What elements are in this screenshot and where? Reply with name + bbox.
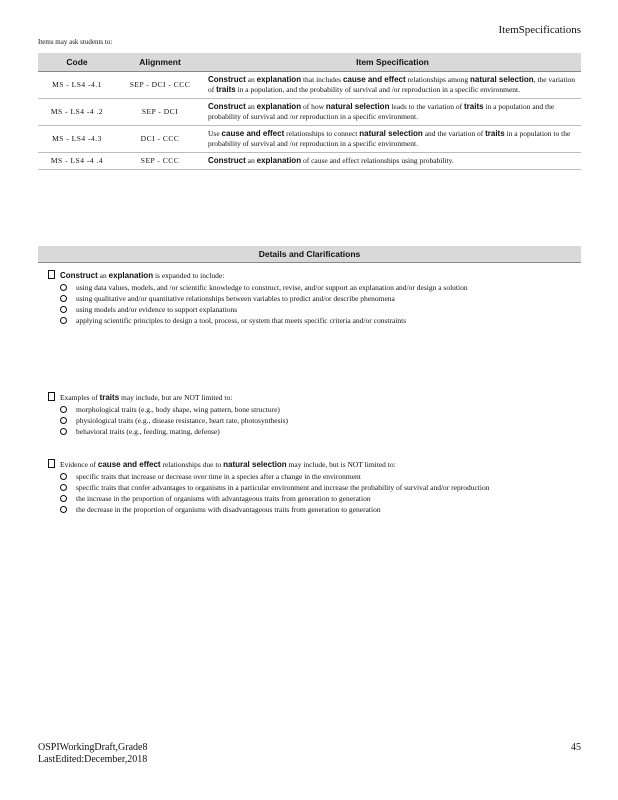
table-row [38,99,581,126]
footer-draft: OSPIWorkingDraft,Grade8 [38,742,148,753]
row-specification: Use cause and effect relationships to connect natural selection and the variation of traits in a population to the probability of survival and /or reproduction in a specific environment. [204,126,581,153]
keyword: natural selection [359,129,423,138]
checkbox-bullet-icon [48,392,55,401]
keyword: Construct [208,75,246,84]
row-alignment: DCI - CCC [116,126,204,153]
table-row [38,126,581,153]
details-section [48,392,578,437]
keyword: Construct [60,271,98,280]
col-header-spec: Item Specification [204,53,581,72]
bullet-list [48,282,578,326]
list-item: using data values, models, and /or scientific knowledge to construct, revise, and/or support an explanation and/or design a solution [60,282,578,293]
bullet-list [48,471,578,515]
keyword: cause and effect [97,460,161,469]
keyword: explanation [256,75,302,84]
list-item: the increase in the proportion of organisms with advantageous traits from generation to generation [60,493,578,504]
list-item: specific traits that confer advantages to organisms in a particular environment and increase the probability of survival and/or reproduction [60,482,578,493]
table-row [38,153,581,170]
keyword: explanation [108,271,154,280]
list-item: applying scientific principles to design a tool, process, or system that meets specific criteria and/or constraints [60,315,578,326]
footer-edited: LastEdited:December,2018 [38,754,148,765]
list-item: using qualitative and/or quantitative relationships between variables to predict and/or describe phenomena [60,293,578,304]
row-specification: Construct an explanation of cause and effect relationships using probability. [204,153,581,170]
list-item: specific traits that increase or decrease over time in a species after a change in the environment [60,471,578,482]
keyword: traits [216,85,236,94]
bullet-list [48,404,578,437]
details-section [48,270,578,326]
section-lead: Construct an explanation is expanded to include: [48,270,578,281]
keyword: cause and effect [221,129,285,138]
checkbox-bullet-icon [48,270,55,279]
checkbox-bullet-icon [48,459,55,468]
row-code: MS - LS4 -4 .4 [38,153,116,170]
keyword: explanation [256,102,302,111]
section-lead: Examples of traits may include, but are NOT limited to: [48,392,578,403]
row-code: MS - LS4 -4 .2 [38,99,116,126]
row-specification: Construct an explanation that includes cause and effect relationships among natural selection, the variation of traits in a population, and the probability of survival and /or reproduction in a specific environment. [204,72,581,99]
header-title: ItemSpecifications [498,24,581,36]
list-item: behavioral traits (e.g., feeding, mating, defense) [60,426,578,437]
keyword: natural selection [470,75,534,84]
list-item: the decrease in the proportion of organisms with disadvantageous traits from generation to generation [60,504,578,515]
keyword: traits [464,102,484,111]
row-code: MS - LS4 -4.3 [38,126,116,153]
keyword: natural selection [325,102,390,111]
keyword: Construct [208,102,246,111]
row-alignment: SEP - DCI - CCC [116,72,204,99]
keyword: Construct [208,156,246,165]
item-spec-table [38,53,581,170]
table-row [38,72,581,99]
row-specification: Construct an explanation of how natural selection leads to the variation of traits in a population and the probability of survival and /or reproduction in a specific environment. [204,99,581,126]
list-item: morphological traits (e.g., body shape, wing pattern, bone structure) [60,404,578,415]
row-alignment: SEP - DCI [116,99,204,126]
footer-info [38,742,147,766]
row-code: MS - LS4 -4.1 [38,72,116,99]
page-number: 45 [571,742,581,753]
intro-text: Items may ask students to: [38,38,113,46]
row-alignment: SEP - CCC [116,153,204,170]
details-title: Details and Clarifications [38,246,581,263]
keyword: traits [485,129,505,138]
list-item: physiological traits (e.g., disease resistance, heart rate, photosynthesis) [60,415,578,426]
keyword: natural selection [223,460,287,469]
keyword: traits [99,393,120,402]
keyword: cause and effect [342,75,406,84]
col-header-alignment: Alignment [116,53,204,72]
col-header-code: Code [38,53,116,72]
details-section [48,459,578,515]
section-lead: Evidence of cause and effect relationships due to natural selection may include, but is NOT limited to: [48,459,578,470]
keyword: explanation [256,156,302,165]
list-item: using models and/or evidence to support explanations [60,304,578,315]
